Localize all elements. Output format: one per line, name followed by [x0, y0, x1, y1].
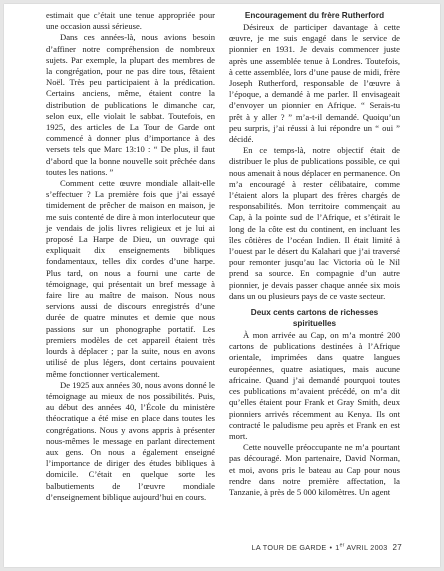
- page-footer: [232, 543, 402, 552]
- issue-day: 1: [335, 543, 340, 552]
- paragraph: De 1925 aux années 30, nous avons donné le témoignage au mieux de nos possibilités. Puis, au début des années 40, l’École du ministère théocratique a été mise en place dans toutes les congrégations. Nous y avons appris à présenter nous-mêmes le message en parlant directement aux gens. On nous a également enseigné l’importance de diriger des études bibliques à domicile. C’était en quelque sorte les balbutiements de l’œuvre mondiale d’enseignement biblique aujourd’hui en cours.: [46, 379, 215, 502]
- right-column: [229, 10, 400, 498]
- paragraph: Désireux de participer davantage à cette œuvre, je me suis engagé dans le service de pionnier en 1931. Je devais commencer juste après une assemblée tenue à Londres. Toutefois, à cette assemblée, lors d’une pause de midi, frère Joseph Rutherford, responsable de l’œuvre à l’époque, a demandé à me parler. Il envisageait d’envoyer un pionnier en Afrique. “ Serais-tu prêt à y aller ? ” m’a-t-il demandé. Quoiqu’un peu surpris, j’ai réussi à lui répondre un “ oui ” décidé.: [229, 22, 400, 145]
- paragraph: estimait que c’était une tenue appropriée pour une occasion aussi sérieuse.: [46, 10, 215, 32]
- paragraph: Comment cette œuvre mondiale allait-elle s’effectuer ? La première fois que j’ai essayé timidement de prêcher de maison en maison, je me suis contenté de dire à mon interlocuteur que je vendais de jolis livres religieux et je lui ai proposé La Harpe de Dieu, un ouvrage qui expliquait dix enseignements bibliques fondamentaux, telles dix cordes d’une harpe. Plus tard, on nous a fourni une carte de témoignage, qui présentait un bref message à faire lire au maître de maison. Nous nous servions aussi de discours enregistrés d’une durée de quatre minutes et demie que nous passions sur un phonographe portatif. Les premiers modèles de cet appareil étaient très lourds à déplacer ; par la suite, nous en avons utilisé de plus légers, dont certains pouvaient même fonctionner verticalement.: [46, 178, 215, 379]
- left-column: [46, 10, 215, 503]
- issue-date: AVRIL 2003: [346, 543, 388, 552]
- footer-bullet: •: [329, 543, 333, 552]
- page-number: 27: [392, 543, 402, 552]
- magazine-page: [4, 4, 440, 567]
- paragraph: Cette nouvelle préoccupante ne m’a pourtant pas découragé. Mon partenaire, David Norman, et moi, avons pris le bateau au Cap pour nous rendre dans notre première affectation, la Tanzanie, à près de 5 000 kilomètres. Un agent: [229, 442, 400, 497]
- paragraph: Dans ces années-là, nous avions besoin d’affiner notre compréhension de nombreux sujets. Par exemple, la plupart des membres de la congrégation, pour ne pas dire tous, fêtaient Noël. Très peu participaient à la prédication. Certains anciens, même, étaient contre la distribution de publications le dimanche car, selon eux, elle violait le sabbat. Toutefois, en 1925, des articles de La Tour de Garde ont commencé à donner plus d’importance à des versets tels que Marc 13:10 : “ De plus, il faut d’abord que la bonne nouvelle soit prêchée dans toutes les nations. ”: [46, 32, 215, 177]
- paragraph: À mon arrivée au Cap, on m’a montré 200 cartons de publications destinées à l’Afrique orientale, imprimées dans quatre langues européennes, quatre asiatiques, mais aucune africaine. Quand j’ai demandé pourquoi toutes ces publications m’avaient précédé, on m’a dit qu’elles étaient pour Frank et Gray Smith, deux pionniers arrivés récemment au Kenya. Ils ont contracté le paludisme peu après et Frank en est mort.: [229, 330, 400, 441]
- section-heading: Deux cents cartons de richesses spirituelles: [250, 308, 379, 329]
- magazine-name: LA TOUR DE GARDE: [251, 543, 327, 552]
- paragraph: En ce temps-là, notre objectif était de distribuer le plus de publications possible, ce qui nous amenait à nous déplacer en permanence. On m’a encouragé à rester célibataire, comme l’étaient alors la plupart des frères chargés de responsabilités. Mon territoire commençait au Cap, à la pointe sud de l’Afrique, et s’étirait le long de la côte est du continent, en incluant les îles côtières de l’océan Indien. Il était limité à l’ouest par le désert du Kalahari que j’ai traversé pour remonter jusqu’au lac Victoria où le Nil prend sa source. En compagnie d’un autre pionnier, je devais passer chaque année six mois dans un ou plusieurs pays de ce vaste secteur.: [229, 145, 400, 301]
- issue-day-suffix: er: [339, 542, 345, 549]
- section-heading: Encouragement du frère Rutherford: [244, 11, 385, 20]
